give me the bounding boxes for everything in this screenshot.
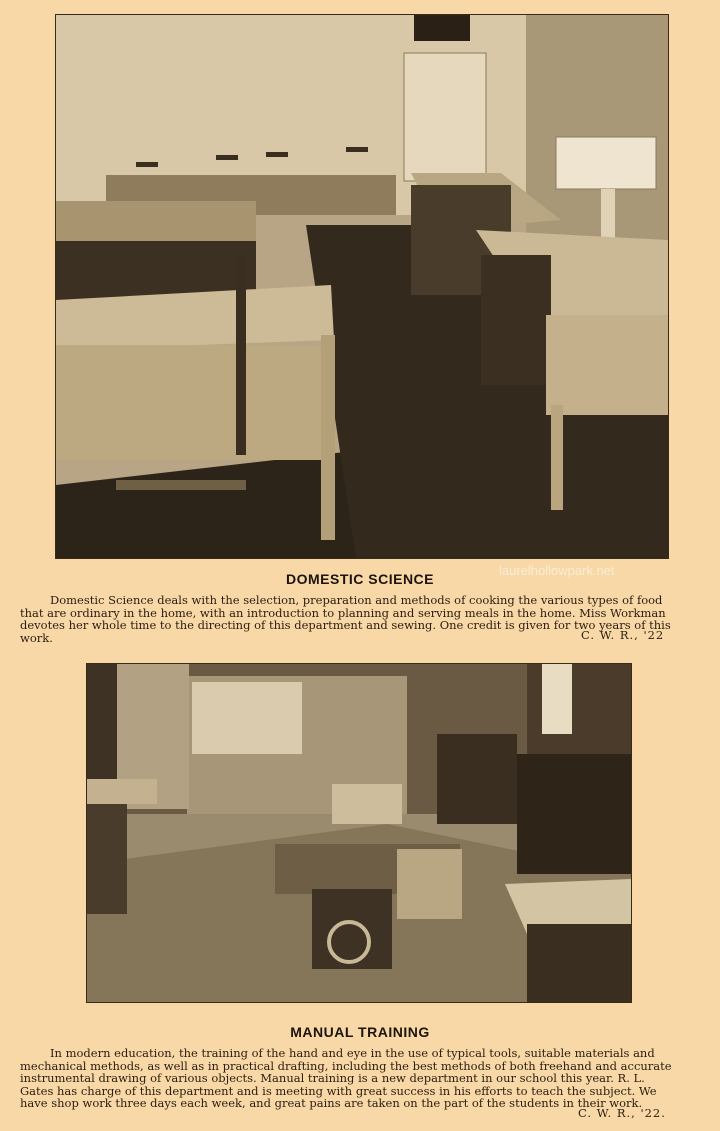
text-line: In modern education, the training of the hand and eye in the use of typical tools, suitable materials and: [50, 1046, 655, 1060]
text-line: Gates has charge of this department and is meeting with great success in his efforts to teach the subject. We: [20, 1083, 657, 1098]
text-line: Domestic Science deals with the selection, preparation and methods of cooking the various types of food: [50, 593, 663, 607]
manual-training-signature: C. W. R., '22.: [578, 1106, 666, 1120]
manual-training-image: [87, 664, 631, 1002]
domestic-science-heading: DOMESTIC SCIENCE: [285, 571, 434, 587]
manual-training-heading: MANUAL TRAINING: [290, 1024, 430, 1040]
text-line: have shop work three days each week, and great pains are taken on the part of the students in their work.: [20, 1096, 643, 1110]
domestic-science-signature: C. W. R., '22: [581, 628, 665, 642]
manual-training-photo: [86, 663, 632, 1003]
text-line: work.: [20, 630, 53, 645]
text-line: mechanical methods, as well as in practical drafting, including the best methods of both freehand and accurate: [20, 1058, 672, 1073]
manual-training-text: [20, 1047, 702, 1110]
text-line: that are ordinary in the home, with an introduction to planning and serving meals in the home. Miss Workman: [20, 605, 666, 620]
domestic-science-image: [56, 15, 668, 558]
text-line: devotes her whole time to the directing of this department and sewing. One credit is given for two years of this: [20, 618, 671, 632]
text-line: instrumental drawing of various objects. Manual training is a new department in our school this year. R. L.: [20, 1071, 645, 1085]
watermark: laurelhollowpark.net: [499, 563, 615, 578]
domestic-science-photo: [55, 14, 669, 559]
